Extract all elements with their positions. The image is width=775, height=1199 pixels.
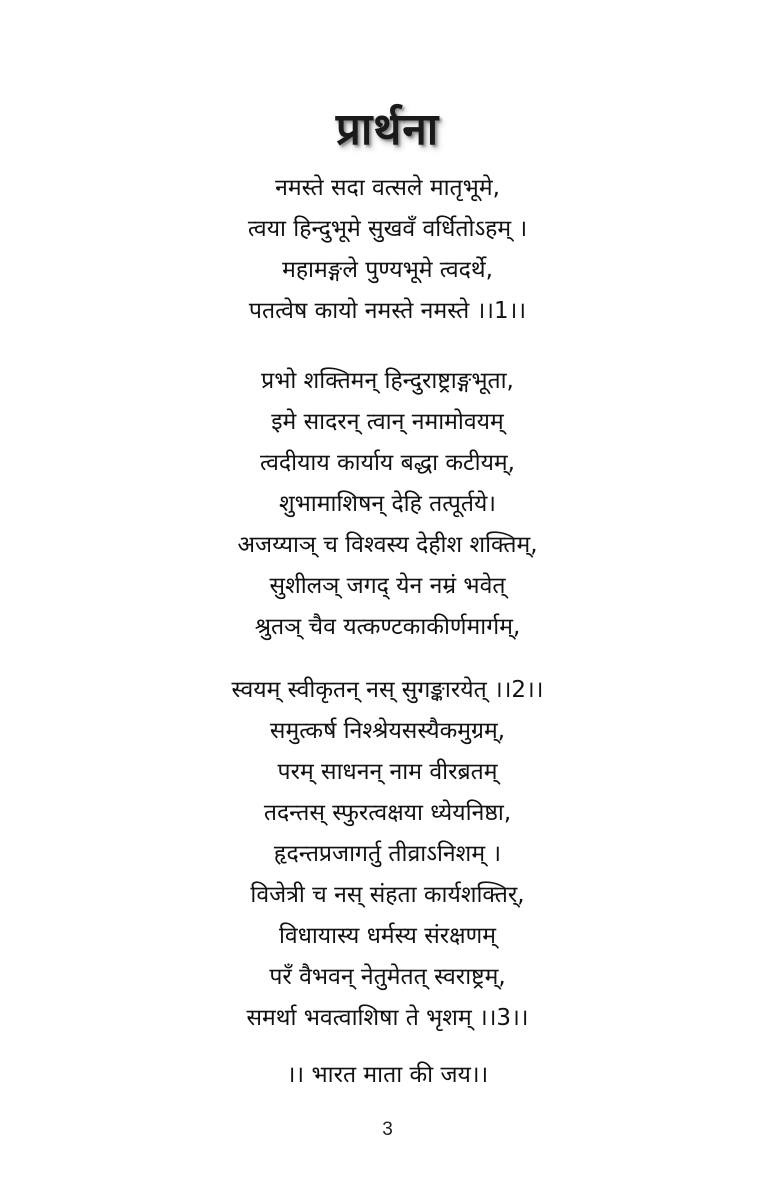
- verse-line: समुत्कर्ष निश्श्रेयसस्यैकमुग्रम्,: [269, 718, 506, 744]
- page-title: प्रार्थना: [335, 104, 440, 155]
- stanza-3: [0, 670, 775, 1039]
- verse-line: पतत्वेष कायो नमस्ते नमस्ते ।।1।।: [248, 298, 527, 324]
- verse-line: समर्था भवत्वाशिषा ते भृशम् ।।3।।: [246, 1005, 529, 1031]
- verse-line: महामङ्गले पुण्यभूमे त्वदर्थे,: [282, 257, 493, 283]
- verse-line: त्वया हिन्दुभूमे सुखवँ वर्धितोऽहम् ।: [247, 216, 528, 242]
- verse-line: श्रुतञ् चैव यत्कण्टकाकीर्णमार्गम्,: [254, 614, 521, 640]
- verse-line: तदन्तस् स्फुरत्वक्षया ध्येयनिष्ठा,: [263, 800, 512, 826]
- verse-line: सुशीलञ् जगद् येन नम्रं भवेत्: [269, 573, 506, 599]
- page-number: 3: [382, 1119, 393, 1140]
- verse-line: स्वयम् स्वीकृतन् नस् सुगङ्कारयेत् ।।2।।: [231, 677, 544, 703]
- stanza-1: [0, 168, 775, 332]
- verse-line: त्वदीयाय कार्याय बद्धा कटीयम्,: [260, 450, 515, 476]
- verse-line: प्रभो शक्तिमन् हिन्दुराष्ट्राङ्गभूता,: [261, 368, 514, 394]
- verse-line: परँ वैभवन् नेतुमेतत् स्वराष्ट्रम्,: [269, 964, 506, 990]
- verse-line: इमे सादरन् त्वान् नमामोवयम्: [271, 409, 504, 435]
- verse-line: अजय्याञ् च विश्वस्य देहीश शक्तिम्,: [237, 532, 538, 558]
- closing-line: ।। भारत माता की जय।।: [286, 1062, 489, 1088]
- verse-line: परम् साधनन् नाम वीरब्रतम्: [277, 759, 498, 785]
- verse-line: विधायास्य धर्मस्य संरक्षणम्: [278, 923, 497, 949]
- verse-line: हृदन्तप्रजागर्तु तीव्राऽनिशम् ।: [273, 841, 502, 867]
- stanza-2: [0, 361, 775, 648]
- verse-line: विजेत्री च नस् संहता कार्यशक्तिर्,: [250, 882, 525, 908]
- verse-line: नमस्ते सदा वत्सले मातृभूमे,: [275, 175, 500, 201]
- verse-line: शुभामाशिषन् देहि तत्पूर्तये।: [279, 491, 496, 517]
